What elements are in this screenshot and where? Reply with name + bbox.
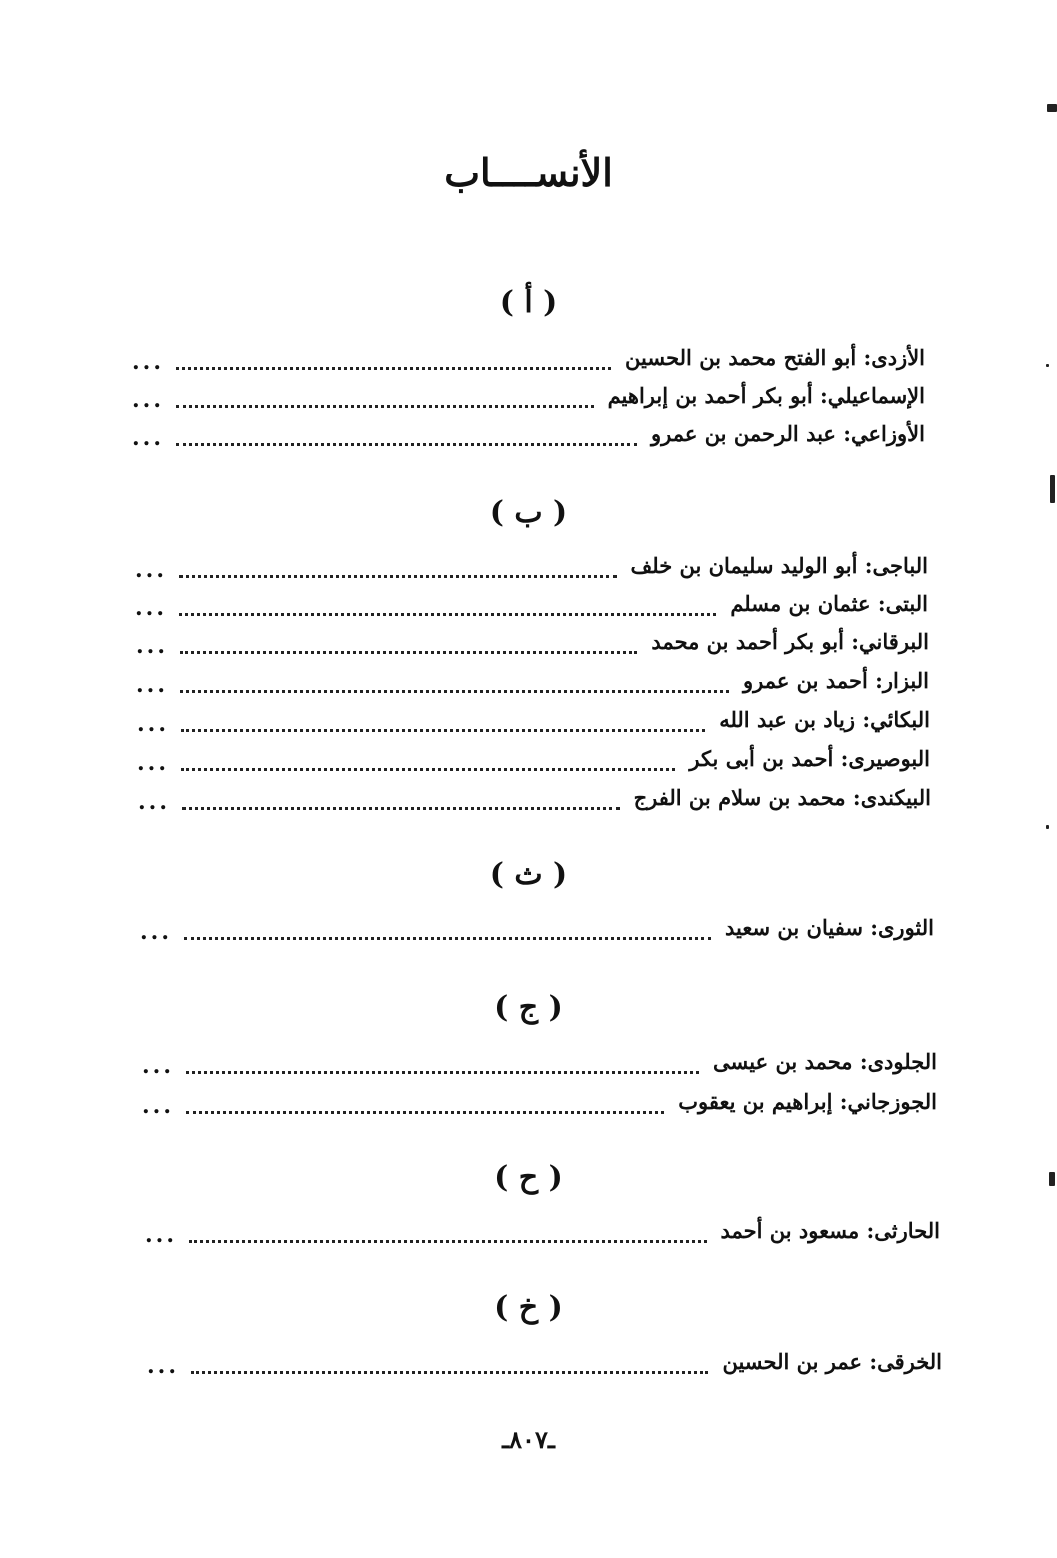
dot-leader [186,1071,699,1074]
entry-page-ref: ... [147,1353,179,1379]
entry-text: البزار: أحمد بن عمرو [742,668,929,693]
entry-page-ref: ... [142,1053,174,1079]
scan-speck [1049,1172,1055,1186]
entry-text: الإسماعيلي: أبو بكر أحمد بن إبراهيم [607,383,925,408]
dot-leader [182,807,620,810]
scan-speck [1050,475,1055,503]
dot-leader [184,937,711,940]
dot-leader [189,1240,707,1243]
page-number: ـ٨٠٧ـ [502,1425,555,1454]
dot-leader [186,1111,664,1114]
entry-page-ref: ... [135,557,167,583]
entry-page-ref: ... [138,789,170,815]
entry-page-ref: ... [135,595,167,621]
section-heading-tha: ( ث ) [489,857,568,892]
index-entry [132,376,925,412]
index-entry [137,700,930,736]
index-entry [147,1342,942,1378]
dot-leader [181,729,705,732]
scan-speck [1046,364,1049,367]
index-entry [142,1082,937,1118]
entry-page-ref: ... [136,633,168,659]
index-entry [135,584,928,620]
section-heading-alif: ( أ ) [499,285,558,320]
entry-text: البتى: عثمان بن مسلم [730,591,928,616]
dot-leader [176,367,611,370]
dot-leader [176,443,637,446]
section-heading-ba: ( ب ) [489,495,568,530]
index-entry [132,414,925,450]
dot-leader [180,690,729,693]
index-entry [132,338,925,374]
dot-leader [176,405,594,408]
entry-text: الأزدى: أبو الفتح محمد بن الحسين [625,345,925,370]
scan-speck [1046,825,1049,829]
dot-leader [191,1371,708,1374]
index-entry [138,778,931,814]
entry-page-ref: ... [140,919,172,945]
dot-leader [181,768,675,771]
entry-text: الجوزجاني: إبراهيم بن يعقوب [678,1089,937,1114]
entry-page-ref: ... [142,1093,174,1119]
index-entry [136,661,929,697]
entry-text: البوصيرى: أحمد بن أبى بكر [689,746,930,771]
entry-page-ref: ... [137,750,169,776]
entry-text: الثورى: سفيان بن سعيد [725,915,934,940]
entry-page-ref: ... [137,711,169,737]
index-entry [136,622,929,658]
section-heading-kha: ( خ ) [494,1290,563,1325]
entry-text: البكائي: زياد بن عبد الله [719,707,930,732]
dot-leader [180,651,637,654]
index-entry [145,1211,940,1247]
entry-page-ref: ... [136,672,168,698]
entry-text: الخرقى: عمر بن الحسين [722,1349,942,1374]
entry-text: البرقاني: أبو بكر أحمد بن محمد [651,629,929,654]
entry-text: البيكندى: محمد بن سلام بن الفرج [633,785,931,810]
entry-page-ref: ... [132,349,164,375]
index-entry [142,1042,937,1078]
page-title: الأنســــاب [444,150,613,195]
dot-leader [179,575,617,578]
entry-text: الباجى: أبو الوليد سليمان بن خلف [630,553,928,578]
entry-text: الأوزاعي: عبد الرحمن بن عمرو [650,421,925,446]
entry-page-ref: ... [145,1222,177,1248]
section-heading-ha: ( ح ) [494,1160,563,1195]
section-heading-jim: ( ج ) [494,990,563,1025]
scan-speck [1047,104,1057,112]
entry-page-ref: ... [132,425,164,451]
dot-leader [179,613,716,616]
entry-text: الجلودى: محمد بن عيسى [713,1049,937,1074]
index-entry [137,739,930,775]
entry-text: الحارثى: مسعود بن أحمد [720,1218,940,1243]
index-entry [140,908,934,944]
entry-page-ref: ... [132,387,164,413]
index-entry [135,546,928,582]
